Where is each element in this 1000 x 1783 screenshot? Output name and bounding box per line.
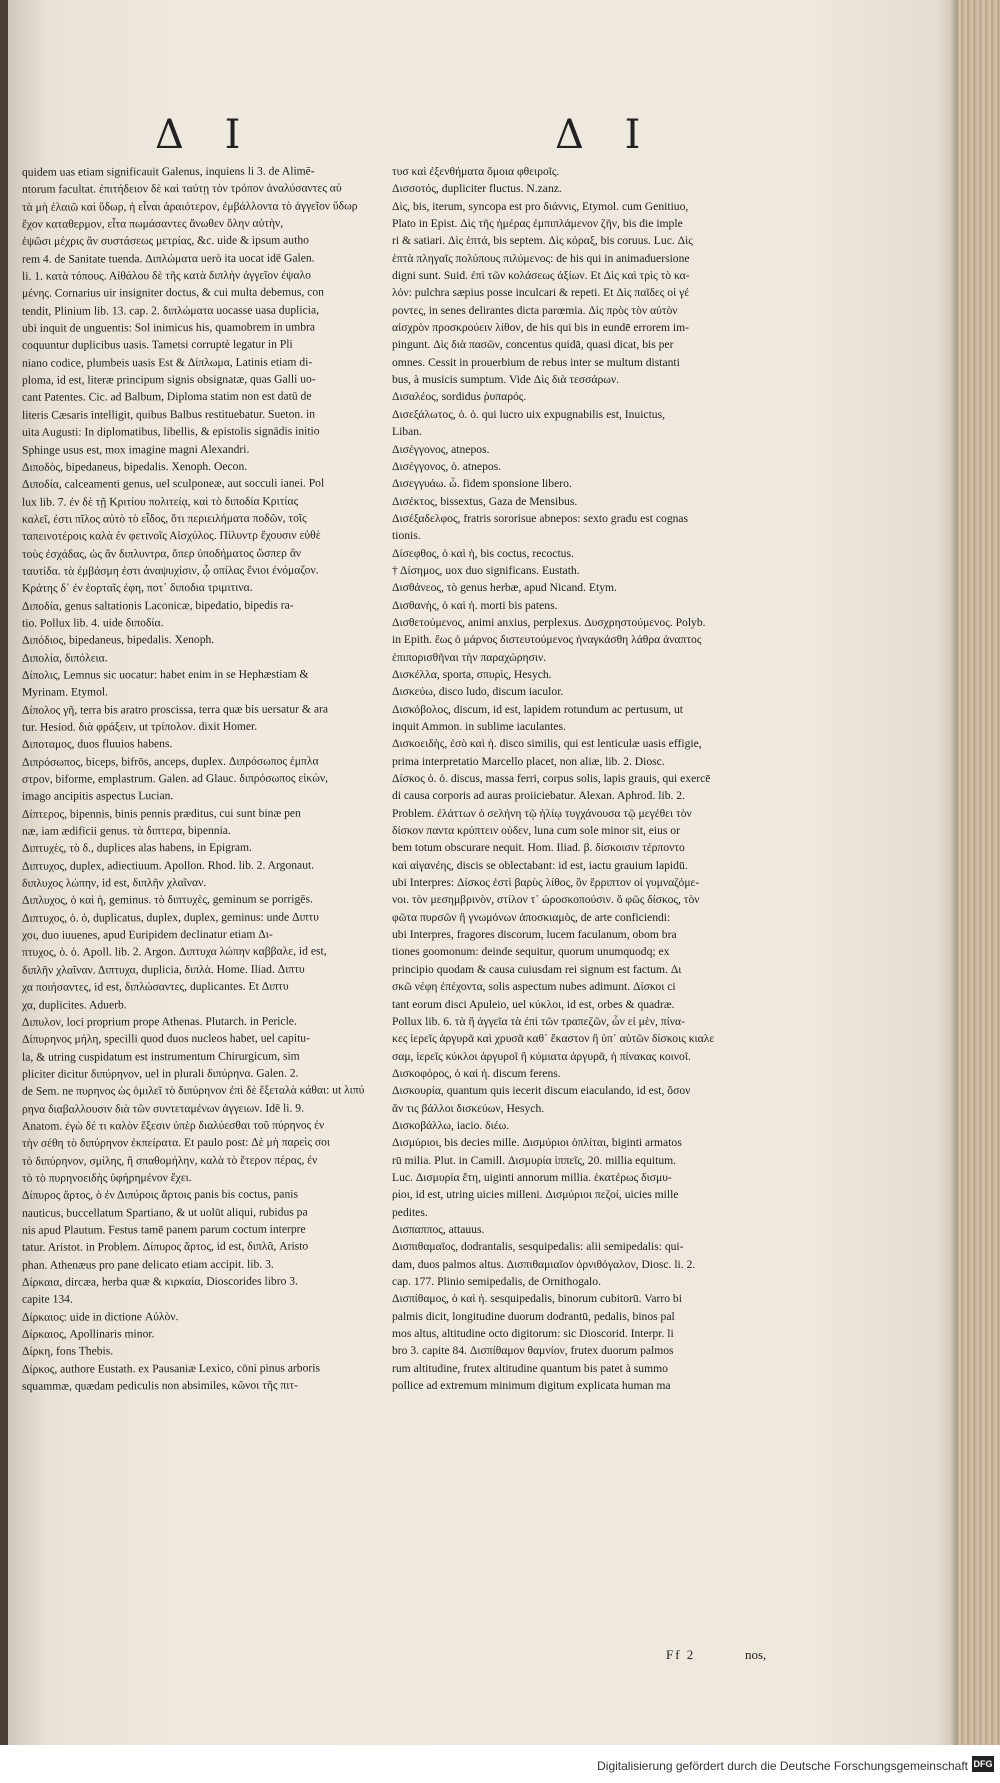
text-line: τὸ διπύρηνον, σμίλης, ἢ σπαθομήλην, καλὰ τὸ ἕτερον πέρας, ἐν <box>22 1153 318 1168</box>
text-line: capite 134. <box>22 1292 73 1307</box>
text-line: Δισθανὴς, ὁ καὶ ἡ. morti bis patens. <box>392 598 558 612</box>
text-line: Liban. <box>392 425 422 439</box>
text-line: tionis. <box>392 529 421 543</box>
text-line: Διποταμος, duos fluuios habens. <box>22 737 173 752</box>
text-line: ubi Interpres: Δίσκος ἐστὶ βαρὺς λίθος, ὃν ἔρριπτον οἱ γυμναζόμε- <box>392 876 700 890</box>
text-line: tur. Hesiod. διὰ φράξειν, ut τρίπολον. dixit Homer. <box>22 719 258 734</box>
text-line: Myrinam. Etymol. <box>22 685 108 700</box>
text-line: ἑψῶσι μέχρις ἂν συστάσεως μετρίας, &c. uide & ipsum autho <box>22 233 309 249</box>
text-line: Δισσοτός, dupliciter fluctus. N.zanz. <box>392 182 562 196</box>
text-line: Δίπολις, Lemnus sic uocatur: habet enim in se Hephæstiam & <box>22 667 309 682</box>
page-fore-edge <box>958 0 1000 1745</box>
text-line: Δίρκη, fons Thebis. <box>22 1344 114 1359</box>
footer-credit: Digitalisierung gefördert durch die Deutsche Forschungsgemeinschaft <box>597 1759 968 1773</box>
text-line: ἔχον καταθερμον, εἶτα πωμάσαντες ἄνωθεν ὅλην αὐτὴν, <box>22 216 284 231</box>
text-line: ἄν τις βάλλοι δισκεύων, Hesych. <box>392 1101 545 1115</box>
text-line: Δισμύριοι, bis decies mille. Δισμύριοι ὁπλίται, biginti armatos <box>392 1136 682 1150</box>
text-line: imago ancipitis aspectus Lucian. <box>22 789 174 804</box>
text-line: πτυχος, ὁ. ὁ. Apoll. lib. 2. Argon. Διπτυχα λώπην καββαλε, id est, <box>22 944 327 960</box>
text-line: ploma, id est, literæ principum signis obsignatæ, quas Galli uo- <box>22 372 316 387</box>
text-line: τὸ τὸ πυρηνοειδὴς ὑφήρημένον ἔχει. <box>22 1170 192 1185</box>
text-line: χοι, duo iuuenes, apud Euripidem declinatur etiam Δι- <box>22 927 273 942</box>
text-line: Δισέξαδελφος, fratris sororisue abnepos: sexto gradu est cognas <box>392 511 689 525</box>
text-line: bus, à musicis sumptum. Vide Δὶς διὰ τεσσάρων. <box>392 373 620 387</box>
text-line: Δίπτερος, bipennis, binis pennis præditus, cui sunt binæ pen <box>22 806 301 821</box>
text-line: principio quodam & causa cuiusdam rei signum est factum. Δι <box>392 962 682 976</box>
text-line: uita Augusti: In diplomatibus, libellis, & epistolis signādis initio <box>22 424 320 439</box>
text-line: Δισθετούμενος, animi anxius, perplexus. Δυσχρηστούμενος. Polyb. <box>392 615 706 629</box>
text-line: Δίρκαιος: uide in dictione Αὐλὸν. <box>22 1309 179 1324</box>
text-line: Δισέγγονος, ὁ. atnepos. <box>392 459 502 473</box>
running-head-right: Δ Ι <box>555 112 655 158</box>
text-line: dam, duos palmos altus. Δισπιθαμιαῖον ὀρνιθόγαλον, Diosc. li. 2. <box>392 1257 696 1271</box>
text-line: næ, iam ædificii genus. τὰ διπτερα, bipennia. <box>22 823 231 838</box>
text-line: δίσκον παντα κρύπτειν οὐδεν, luna cum sole minor sit, eius or <box>392 824 680 838</box>
text-line: pollice ad extremum minimum digitum explicata human ma <box>392 1379 671 1393</box>
text-line: de Sem. ne πυρηνος ὡς ὁμιλεῖ τὸ διπύρηνον ἐπὶ δὲ ἕξεταλὰ κάθαι: ut λιπύ <box>22 1083 365 1099</box>
text-line: Διποδία, calceamenti genus, uel sculponeæ, aut socculi ianei. Pol <box>22 476 325 491</box>
text-line: Δισθάνεος, τὸ genus herbæ, apud Nicand. Etym. <box>392 581 617 595</box>
text-line: σαμ, ἱερεῖς κύκλοι ἀργυροῖ ἢ κύμιατα ἀργυρᾶ, ἡ πίνακας κοινοῖ. <box>392 1049 691 1063</box>
text-line: mos altus, altitudine octo digitorum: sic Dioscorid. Interpr. li <box>392 1327 674 1341</box>
text-line: phan. Athenæus pro pane delicato etiam accipit. lib. 3. <box>22 1257 274 1272</box>
text-line: ἐπιπορισθῆναι τὴν παραχώρησιν. <box>392 650 547 664</box>
text-line: inquit Ammon. in sublime iaculantes. <box>392 720 566 733</box>
text-line: Sphinge usus est, mox imagine magni Alexandri. <box>22 442 250 457</box>
text-line: Δίρκαιος, Apollinaris minor. <box>22 1327 155 1341</box>
text-line: prima interpretatio Marcello placet, non aliæ, lib. 2. Diosc. <box>392 754 665 768</box>
text-line: lux lib. 7. ἐν δὲ τῇ Κριτίου πολιτείᾳ, καὶ τὸ διποδία Κριτίας <box>22 494 299 509</box>
text-line: rem 4. de Sanitate tuenda. Διπλώματα uerò ita uocat idē Galen. <box>22 251 315 266</box>
signature-mark: Ff 2 <box>666 1647 696 1662</box>
text-line: τὰ μὴ ἐλαιῶ καὶ ὕδωρ, ἡ εἶναι ἀραιότερον, ἐμβάλλοντα τὸ ἀγγεῖον ὕδωρ <box>22 199 358 214</box>
text-line: niano codice, plumbeis uasis Est & Δίπλωμα, Latinis etiam di- <box>22 355 313 370</box>
text-line: Δὶς, bis, iterum, syncopa est pro διάννις, Etymol. cum Genitiuo, <box>392 199 689 213</box>
text-line: ἑπτὰ πληγαῖς πολύπους πιλύμενος: de his qui in animaduersione <box>392 251 690 265</box>
text-line: digni sunt. Suid. ἐπὶ τῶν κολάσεως ἀξίων. Et Δὶς καὶ τρὶς τὸ κα- <box>392 269 690 283</box>
text-line: Διποδὸς, bipedaneus, bipedalis. Xenoph. Oecon. <box>22 459 248 474</box>
footer-bar <box>0 1745 1000 1783</box>
text-line: Δισέγγονος, atnepos. <box>392 442 490 456</box>
text-line: Δισκεύω, disco ludo, discum iaculor. <box>392 685 564 699</box>
text-line: ταπεινοτέροις καλὰ ἐν φετινοῖς Αἰσχύλος. Πίλυντρ ἔχουσιν εὐθὲ <box>22 528 321 544</box>
text-line: nauticus, buccellatum Spartiano, & ut uolūt aliqui, rubidus pa <box>22 1205 308 1220</box>
text-line: Δίσεφθος, ὁ καὶ ἡ, bis coctus, recoctus. <box>392 546 574 560</box>
text-line: Problem. ἐλάττων ὁ σελήνη τῷ ἡλίῳ τυγχάνουσα τῷ μεγέθει τὸν <box>392 806 692 820</box>
text-line: φῶτα πυρσῶν ἢ γνωμόνων ἀποσκιαμὸς, de arte conficiendi: <box>392 910 671 924</box>
text-line: Δισαλέος, sordidus ῥυπαρός. <box>392 390 527 404</box>
text-line: διπλυχος λώπην, id est, διπλῆν χλαῖναν. <box>22 876 207 890</box>
text-line: Δίπυρηνος μήλη, specilli quod duos nucleos habet, uel capitu- <box>22 1031 310 1046</box>
text-line: Διπτυχος, duplex, adiectiuum. Apollon. Rhod. lib. 2. Argonaut. <box>22 858 315 873</box>
text-line: li. 1. κατὰ τόπους. Αἰθάλου δὲ τῆς κατὰ διπλὴν ἀγγεῖον ἐψαλο <box>22 268 311 283</box>
text-line: Διπόδιος, bipedaneus, bipedalis. Xenoph. <box>22 633 215 648</box>
text-line: Δισπίθαμος, ὁ καὶ ἡ. sesquipedalis, binorum cubitorū. Varro bi <box>392 1292 682 1306</box>
text-line: Διπολία, διπόλεια. <box>22 651 108 665</box>
text-line: in Epith. ἕως ὁ μάρνος διστευτούμενος ἠναγκάσθη λάθρα ἀναπτος <box>392 633 702 647</box>
right-column <box>392 163 796 1394</box>
text-line: tio. Pollux lib. 4. uide διποδία. <box>22 616 164 630</box>
text-line: Δίρκος, authore Eustath. ex Pausaniæ Lexico, cōni pinus arboris <box>22 1361 320 1376</box>
text-line: Anatom. ἐγὼ δέ τι καλὸν ἔξεσιν ὑπὲρ διαλύεσθαι τοῦ πύρηνος ἐν <box>22 1118 325 1133</box>
text-line: Δισπιθαμαῖος, dodrantalis, sesquipedalis: alii semipedalis: qui- <box>392 1240 684 1254</box>
text-line: di causa corporis ad auras proiiciebatur. Alexan. Aphrod. lib. 2. <box>392 789 685 803</box>
text-line: cant Patentes. Cic. ad Balbum, Diploma statim non est datū de <box>22 389 312 405</box>
text-line: Δισεγγυάω. ὦ. fidem sponsione libero. <box>392 477 572 491</box>
text-line: κες ἱερεῖς ἀργυρᾶ καὶ χρυσᾶ καθ᾽ ἕκαστον ἢ ὑπ᾽ αὐτῶν δίσκοις κιαλε <box>392 1032 715 1046</box>
text-line: διπλῆν χλαῖναν. Διπτυχα, duplicia, διπλὰ. Home. Iliad. Διπτυ <box>22 962 305 977</box>
text-line: Δισπαππος, attauus. <box>392 1222 485 1236</box>
text-line: ταυτίδα. τὰ ἐμβάσμη ἐστι ἀναψυχίσιν, ᾧ οπίλας ἔνιοι ἐνόμαζον. <box>22 563 319 578</box>
text-line: στρον, biforme, emplastrum. Galen. ad Glauc. διπρόσωπος εἰκὼν, <box>22 771 329 786</box>
text-line: rū milia. Plut. in Camill. Δισμυρία ἱππεῖς, 20. millia equitum. <box>392 1153 677 1167</box>
text-line: Luc. Δισμυρία ἔτη, uiginti annorum millia. ἑκατέρως δισμυ- <box>392 1170 672 1184</box>
text-line: νοι. τὸν μεσημβρινὸν, στίλον τ᾽ ὠροσκοπούσιν. ὅ φῶς δίσκος, τὸν <box>392 893 700 907</box>
text-line: Δισέκτος, bissextus, Gaza de Mensibus. <box>392 494 578 508</box>
text-line: Plato in Epist. Δὶς τῆς ἡμέρας ἐμπιπλάμενον ζῆν, bis die imple <box>392 217 683 231</box>
text-line: αἰσχρὸν προσκρούειν λίθον, de his qui bis in eundē errorem im- <box>392 321 690 335</box>
text-line: Δισκοβάλλω, iacio. διέω. <box>392 1118 510 1132</box>
text-line: Δισκοειδὴς, ἐσὸ καὶ ἡ. disco similis, qui est lenticulæ uasis effigie, <box>392 737 702 751</box>
text-line: Δισκέλλα, sporta, σπυρὶς, Hesych. <box>392 667 552 681</box>
text-line: Διπτυχὲς, τὸ δ., duplices alas habens, in Epigram. <box>22 841 252 856</box>
text-line: Διποδία, genus saltationis Laconicæ, bipedatio, bipedis ra- <box>22 598 294 613</box>
catchword: nos, <box>745 1647 767 1662</box>
text-line: Δισκουρία, quantum quis iecerit discum eiaculando, id est, ὅσον <box>392 1084 691 1098</box>
text-line: χα, duplicites. Aduerb. <box>22 997 127 1012</box>
text-line: pingunt. Δὶς διὰ πασῶν, concentus quidā, quasi dicat, bis per <box>392 338 674 352</box>
text-line: τὴν σέθη τὸ διπύρηνον ἐκπείρατα. Et paulo post: Δὲ μὴ παρεὶς σοι <box>22 1135 331 1151</box>
text-line: σκῶ νέφη ἐπέχοντα, solis aspectum nubes adimunt. Δίσκοι ci <box>392 980 676 994</box>
text-line: tant eorum disci Apuleio, uel κύκλοι, id est, orbes & quadræ. <box>392 997 675 1011</box>
text-line: Δίπολος γῆ, terra bis aratro proscissa, terra quæ bis uersatur & ara <box>22 702 329 717</box>
text-line: nis apud Plautum. Festus tamē panem parum coctum interpre <box>22 1222 306 1237</box>
text-line: Διπυλον, loci proprium prope Athenas. Plutarch. in Pericle. <box>22 1014 297 1029</box>
text-line: ri & satiari. Δὶς ἑπτά, bis septem. Δὶς κόραξ, bis coruus. Luc. Δὶς <box>392 234 693 248</box>
text-line: literis Cæsaris intelligit, quibus Balbus restituebatur. Sueton. in <box>22 407 316 422</box>
text-line: ρηνα διαβαλλουσιν διὰ τῶν συντεταμένων ἀγγειων. Idē li. 9. <box>22 1101 304 1116</box>
text-line: καὶ αἰγανέης, discis se oblectabant: id est, iactu grauium lapidū. <box>392 858 688 872</box>
running-head-left: Δ Ι <box>155 112 255 158</box>
text-line: ροντες, in senes delirantes dicta parœmia. Δὶς πρὸς τὸν αὐτὸν <box>392 303 678 317</box>
dfg-logo: DFG <box>972 1756 994 1772</box>
text-line: ntorum facultat. ἐπιτήδειον δὲ καὶ ταύτῃ τὸν τρόπον ἀναλύσαντες αὐ <box>22 181 342 197</box>
text-line: ubi Interpres, fragores discorum, lucem faculanum, obom bra <box>392 928 677 942</box>
text-line: Pollux lib. 6. τὰ ἢ ἀγγεῖα τὰ ἐπὶ τῶν τραπεζῶν, ὧν εἰ μὲν, πίνα- <box>392 1014 685 1028</box>
text-line: καλεῖ, ἐστι πῖλος αὐτὸ τὸ εἶδος, ὅτι περιειλήματα ποδῶν, τοῖς <box>22 511 307 526</box>
text-line: tendit, Plinium lib. 13. cap. 2. διπλώματα uocasse uasa duplicia, <box>22 303 320 318</box>
text-line: Δίσκος ὁ. ὁ. discus, massa ferri, corpus solis, lapis grauis, qui exercē <box>392 772 711 786</box>
text-line: bem totum obscurare nequit. Hom. Iliad. β. δίσκοισιν τέρποντο <box>392 841 685 855</box>
text-line: la, & utring cuspidatum est instrumentum Chirurgicum, sim <box>22 1049 300 1064</box>
text-line: coquuntur duplicibus uasis. Tametsi corruptè legatur in Pli <box>22 338 293 353</box>
text-line: μένης. Cornarius uir insigniter doctus, & cui multa debemus, con <box>22 285 324 301</box>
text-line: Διπλυχος, ὁ καὶ ἡ, geminus. τὸ διπτυχὲς, geminum se porrigēs. <box>22 892 313 908</box>
text-line: tiones goomonum: deinde sequitur, quorum unumquodq; ex <box>392 945 670 959</box>
text-line: Δισκόβολος, discum, id est, lapidem rotundum ac pertusum, ut <box>392 702 683 716</box>
left-column <box>22 162 382 1395</box>
text-line: Δίπυρος ἄρτος, ὁ ἐν Διπύροις ἄρτοις panis bis coctus, panis <box>22 1187 298 1203</box>
text-line: χα ποιήσαντες, id est, διπλώσαντες, duplicantes. Et Διπτυ <box>22 979 289 994</box>
text-line: Διπτυχος, ὁ. ὁ, duplicatus, duplex, duplex, geminus: unde Διπτυ <box>22 910 319 925</box>
text-line: omnes. Cessit in prouerbium de rebus inter se multum distanti <box>392 355 680 369</box>
text-line: cap. 177. Plinio semipedalis, de Ornithogalo. <box>392 1275 601 1288</box>
binding-gutter <box>0 0 8 1745</box>
text-line: ρίοι, id est, utring uicies milleni. Δισμύριοι πεζοί, uicies mille <box>392 1188 679 1202</box>
text-line: tatur. Aristot. in Problem. Δίπυρος ἄρτος, id est, διπλᾶ, Aristo <box>22 1239 309 1255</box>
text-line: pedites. <box>392 1205 428 1219</box>
text-line: Δίρκαια, dircæa, herba quæ & κιρκαία, Dioscorides libro 3. <box>22 1274 298 1289</box>
text-line: Διπρόσωπος, biceps, bifrōs, anceps, duplex. Διπρόσωπος ἐμπλα <box>22 754 319 769</box>
text-line: rum altitudine, frutex altitudine quantum bis patet à summo <box>392 1361 668 1375</box>
text-line: Δισεξάλωτος, ὁ. ὁ. qui lucro uix expugnabilis est, Inuictus, <box>392 407 666 421</box>
text-line: ubi inquit de unguentis: Sol inimicus his, quamobrem in umbra <box>22 320 316 335</box>
text-line: † Δίσημος, uox duo significans. Eustath. <box>392 563 580 577</box>
text-line: λόν: pulchra sæpius posse inculcari & repeti. Et Δὶς παῖδες οἱ γέ <box>392 286 690 300</box>
text-line: τοὺς ἐσχάδας, ὡς ἂν διπλυντρα, ὅπερ ὑποδήματος ὥσπερ ἂν <box>22 546 302 561</box>
text-line: Κράτης δ᾽ ἐν ἑορταῖς ἐφη, ποτ᾽ διποδια τριμιτινα. <box>22 581 253 596</box>
text-line: palmis dicit, longitudine duorum dodrantū, pedalis, binos pal <box>392 1309 675 1323</box>
text-line: bro 3. capite 84. Δισπίθαμον θαμνίον, frutex duorum palmos <box>392 1344 674 1358</box>
text-line: quidem uas etiam significauit Galenus, inquiens li 3. de Alimē- <box>22 164 315 179</box>
text-line: pliciter dicitur διπύρηνον, uel in plurali διπύρηνα. Galen. 2. <box>22 1066 299 1081</box>
text-line: τυσ καὶ ἐξενθήματα ὅμοια φθειροῖς. <box>392 165 560 178</box>
text-line: Δισκοφόρος, ὁ καὶ ἡ. discum ferens. <box>392 1066 561 1080</box>
text-line: squammæ, quædam pediculis non absimiles, κῶνοι τῆς πιτ- <box>22 1378 298 1393</box>
